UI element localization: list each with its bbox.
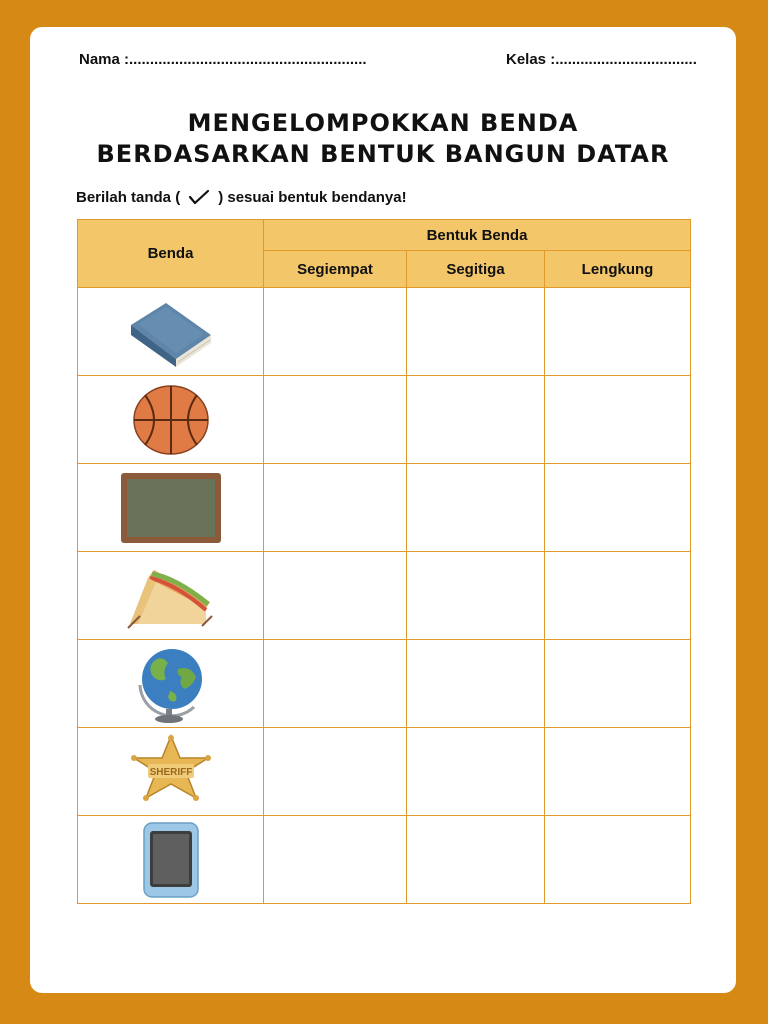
page-title [30,108,736,170]
checkbox-cell-rectangle[interactable] [264,552,407,640]
checkbox-cell-triangle[interactable] [407,816,545,904]
column-header-rectangle: Segiempat [264,251,407,288]
instruction [76,188,407,206]
sandwich-icon [126,558,216,634]
column-header-triangle: Segitiga [407,251,545,288]
object-cell [78,728,264,816]
table-row [78,376,691,464]
checkbox-cell-curved[interactable] [545,552,691,640]
instruction-text-after: ) sesuai bentuk bendanya! [218,188,407,206]
checkbox-cell-triangle[interactable] [407,728,545,816]
checkbox-cell-rectangle[interactable] [264,728,407,816]
name-field[interactable]: Nama :......................................................... [79,51,367,68]
table-row [78,640,691,728]
object-cell [78,464,264,552]
badge-text: SHERIFF [149,766,192,778]
instruction-text-before: Berilah tanda ( [76,188,181,206]
checkbox-cell-triangle[interactable] [407,552,545,640]
tablet-icon [141,821,201,899]
basketball-icon [131,383,211,457]
sheriff-badge-icon [128,732,214,812]
object-cell [78,552,264,640]
checkbox-cell-rectangle[interactable] [264,376,407,464]
book-icon [126,297,216,367]
class-field[interactable]: Kelas :.................................. [506,51,697,68]
object-cell [78,376,264,464]
worksheet-table [77,219,691,904]
checkmark-icon [184,188,214,206]
column-header-object: Benda [78,220,264,288]
object-cell [78,288,264,376]
checkbox-cell-triangle[interactable] [407,464,545,552]
object-cell [78,640,264,728]
checkbox-cell-curved[interactable] [545,288,691,376]
checkbox-cell-triangle[interactable] [407,640,545,728]
column-header-curved: Lengkung [545,251,691,288]
title-line-1: MENGELOMPOKKAN BENDA [187,109,579,137]
checkbox-cell-triangle[interactable] [407,376,545,464]
checkbox-cell-curved[interactable] [545,728,691,816]
table-row [78,728,691,816]
checkbox-cell-rectangle[interactable] [264,288,407,376]
table-row [78,464,691,552]
checkbox-cell-rectangle[interactable] [264,640,407,728]
globe-icon [132,643,210,725]
checkbox-cell-curved[interactable] [545,816,691,904]
chalkboard-icon [119,471,223,545]
object-cell [78,816,264,904]
checkbox-cell-curved[interactable] [545,376,691,464]
table-row [78,288,691,376]
checkbox-cell-curved[interactable] [545,464,691,552]
column-group-header: Bentuk Benda [264,220,691,251]
checkbox-cell-triangle[interactable] [407,288,545,376]
checkbox-cell-rectangle[interactable] [264,464,407,552]
table-row [78,552,691,640]
checkbox-cell-rectangle[interactable] [264,816,407,904]
checkbox-cell-curved[interactable] [545,640,691,728]
table-row [78,816,691,904]
title-line-2: BERDASARKAN BENTUK BANGUN DATAR [96,140,670,168]
